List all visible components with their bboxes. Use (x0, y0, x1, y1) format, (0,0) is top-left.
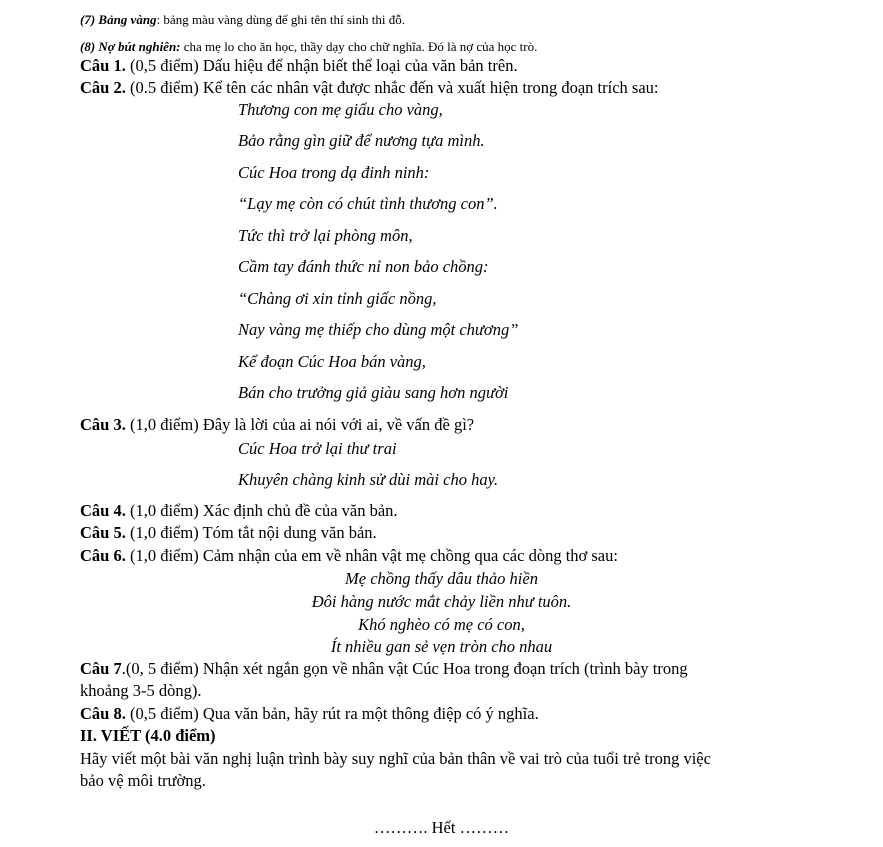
essay-prompt: Hãy viết một bài văn nghị luận trình bày suy nghĩ của bản thân về vai trò của tuổi trẻ trong việc (80, 749, 711, 768)
question-text: (0,5 điểm) Dấu hiệu để nhận biết thể loại của văn bản trên. (125, 56, 518, 75)
question-text: .(0, 5 điểm) Nhận xét ngắn gọn về nhân vật Cúc Hoa trong đoạn trích (trình bày trong (121, 659, 688, 678)
question-label: Câu 5. (80, 523, 126, 542)
poem-line: Bảo rằng gìn giữ để nương tựa mình. (238, 131, 485, 150)
footnote-text: : bảng màu vàng dùng để ghi tên thí sinh thi đỗ. (156, 12, 405, 27)
poem-line: Ít nhiều gan sẻ vẹn tròn cho nhau (330, 637, 553, 656)
poem-line: Nay vàng mẹ thiếp cho dùng một chương” (238, 320, 519, 339)
question-7 (80, 661, 688, 678)
section-heading: II. VIẾT (4.0 điểm) (80, 726, 216, 745)
poem-line: Cúc Hoa trở lại thư trai (238, 439, 397, 458)
question-label: Câu 7 (80, 659, 122, 678)
poem-line: Cúc Hoa trong dạ đinh ninh: (238, 163, 430, 182)
question-text: (1,0 điểm) Xác định chủ đề của văn bản. (125, 501, 398, 520)
poem-line: Thương con mẹ giấu cho vàng, (238, 100, 443, 119)
question-text: (1,0 điểm) Cảm nhận của em về nhân vật mẹ chồng qua các dòng thơ sau: (125, 546, 618, 565)
end-marker: ………. Hết ……… (373, 818, 510, 837)
footnote-8 (80, 40, 537, 53)
question-text: (1,0 điểm) Tóm tắt nội dung văn bản. (125, 523, 377, 542)
question-5 (80, 525, 377, 542)
poem-line: Mẹ chồng thấy dâu thảo hiền (345, 569, 538, 588)
poem-line: Kể đoạn Cúc Hoa bán vàng, (238, 352, 426, 371)
poem-line: Bán cho trưởng giả giàu sang hơn người (238, 383, 509, 402)
question-label: Câu 1. (80, 56, 126, 75)
footnote-label: (8) Nợ bút nghiên: (80, 39, 181, 54)
question-label: Câu 4. (80, 501, 126, 520)
question-label: Câu 2. (80, 78, 126, 97)
question-3 (80, 417, 474, 434)
question-1 (80, 58, 518, 75)
question-label: Câu 8. (80, 704, 126, 723)
question-label: Câu 6. (80, 546, 126, 565)
footnote-label: (7) Bảng vàng (80, 12, 157, 27)
poem-line: Khuyên chàng kinh sử dùi mài cho hay. (238, 470, 499, 489)
question-text: (0,5 điểm) Qua văn bản, hãy rút ra một thông điệp có ý nghĩa. (125, 704, 539, 723)
poem-line: Tức thì trở lại phòng môn, (238, 226, 413, 245)
question-text: (1,0 điểm) Đây là lời của ai nói với ai, về vấn đề gì? (125, 415, 475, 434)
footnote-text: cha mẹ lo cho ăn học, thầy dạy cho chữ nghĩa. Đó là nợ của học trò. (180, 39, 538, 54)
question-2 (80, 80, 659, 97)
question-4 (80, 503, 398, 520)
poem-line: “Chàng ơi xin tỉnh giấc nồng, (238, 289, 437, 308)
poem-line: Cầm tay đánh thức nỉ non bảo chồng: (238, 257, 489, 276)
poem-line: “Lạy mẹ còn có chút tình thương con”. (238, 194, 498, 213)
question-8 (80, 706, 539, 723)
question-6 (80, 548, 618, 565)
question-7-continued: khoảng 3-5 dòng). (80, 681, 202, 700)
essay-prompt-continued: bảo vệ môi trường. (80, 771, 206, 790)
footnote-7 (80, 13, 405, 26)
poem-line: Khó nghèo có mẹ có con, (358, 615, 525, 634)
poem-line: Đôi hàng nước mắt chảy liền như tuôn. (311, 592, 572, 611)
question-text: (0.5 điểm) Kể tên các nhân vật được nhắc đến và xuất hiện trong đoạn trích sau: (125, 78, 659, 97)
question-label: Câu 3. (80, 415, 126, 434)
